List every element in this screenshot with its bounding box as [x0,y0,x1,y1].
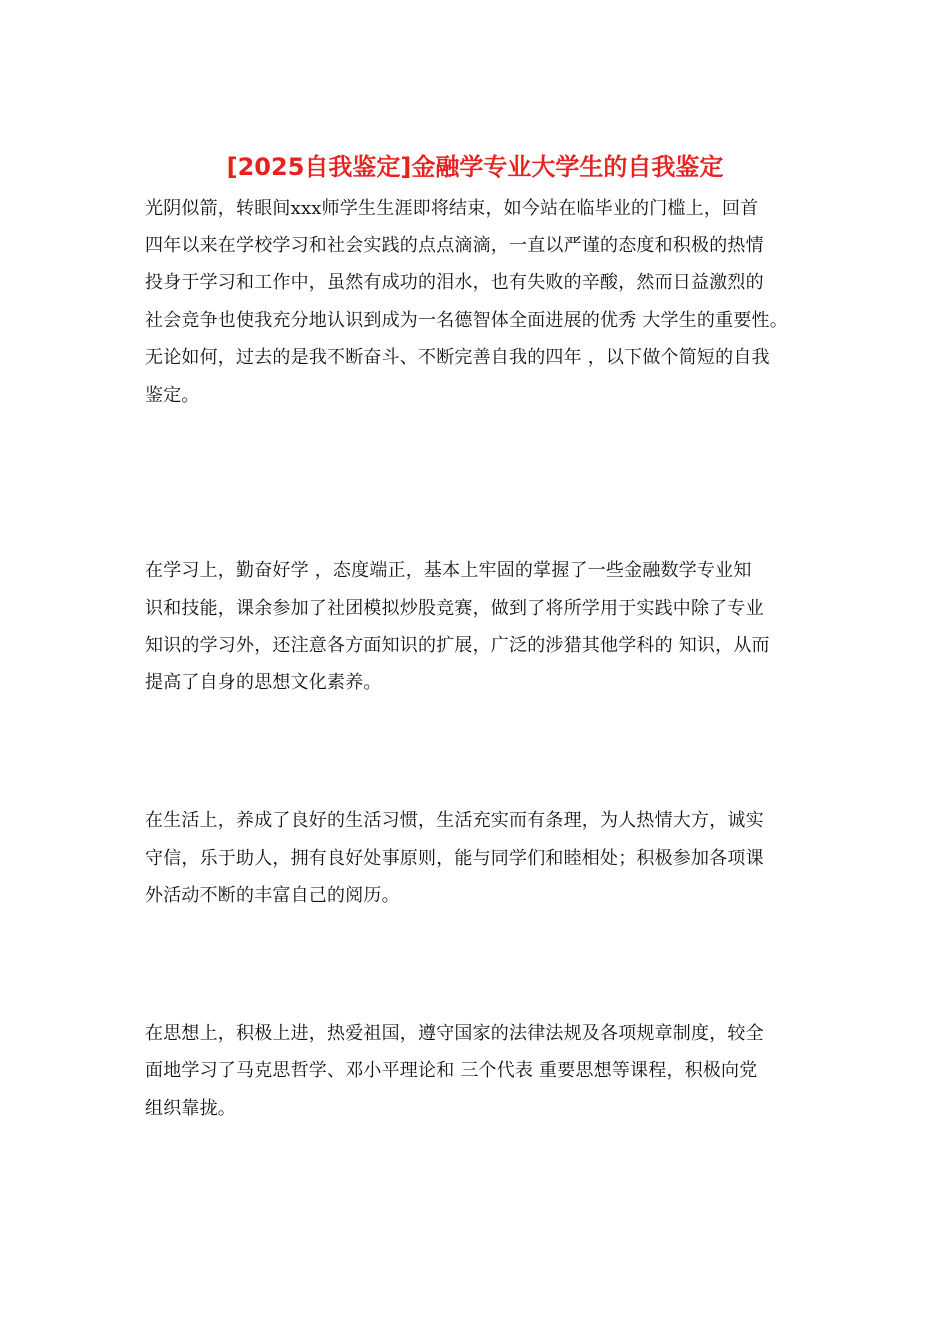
paragraph-line: 在思想上，积极上进，热爱祖国，遵守国家的法律法规及各项规章制度，较全 [145,1023,764,1044]
paragraph-line: 在学习上，勤奋好学 ，态度端正，基本上牢固的掌握了一些金融数学专业知 [145,560,752,581]
paragraph-line: 提高了自身的思想文化素养。 [145,672,382,693]
paragraph-line: 外活动不断的丰富自己的阅历。 [145,885,400,906]
paragraph-line: 守信，乐于助人，拥有良好处事原则，能与同学们和睦相处；积极参加各项课 [145,848,764,869]
paragraph-line: 鉴定。 [145,385,200,406]
paragraph-line: 面地学习了马克思哲学、邓小平理论和 三个代表 重要思想等课程，积极向党 [145,1060,758,1081]
paragraph-line: 社会竞争也使我充分地认识到成为一名德智体全面进展的优秀 大学生的重要性。 [145,310,788,331]
paragraph-line: 识和技能，课余参加了社团模拟炒股竞赛，做到了将所学用于实践中除了专业 [145,598,764,619]
paragraph-line: 在生活上，养成了良好的生活习惯，生活充实而有条理，为人热情大方，诚实 [145,810,764,831]
paragraph-line: 知识的学习外，还注意各方面知识的扩展，广泛的涉猎其他学科的 知识，从而 [145,635,770,656]
paragraph-line: 组织靠拢。 [145,1098,236,1119]
paragraph-line: 光阴似箭，转眼间xxx师学生生涯即将结束，如今站在临毕业的门槛上，回首 [145,198,759,219]
paragraph-line: 四年以来在学校学习和社会实践的点点滴滴，一直以严谨的态度和积极的热情 [145,235,764,256]
paragraph-line: 投身于学习和工作中，虽然有成功的泪水，也有失败的辛酸，然而日益激烈的 [145,272,764,293]
paragraph-line: 无论如何，过去的是我不断奋斗、不断完善自我的四年 ，以下做个简短的自我 [145,347,770,368]
page-title: [2025自我鉴定]金融学专业大学生的自我鉴定 [226,153,724,181]
